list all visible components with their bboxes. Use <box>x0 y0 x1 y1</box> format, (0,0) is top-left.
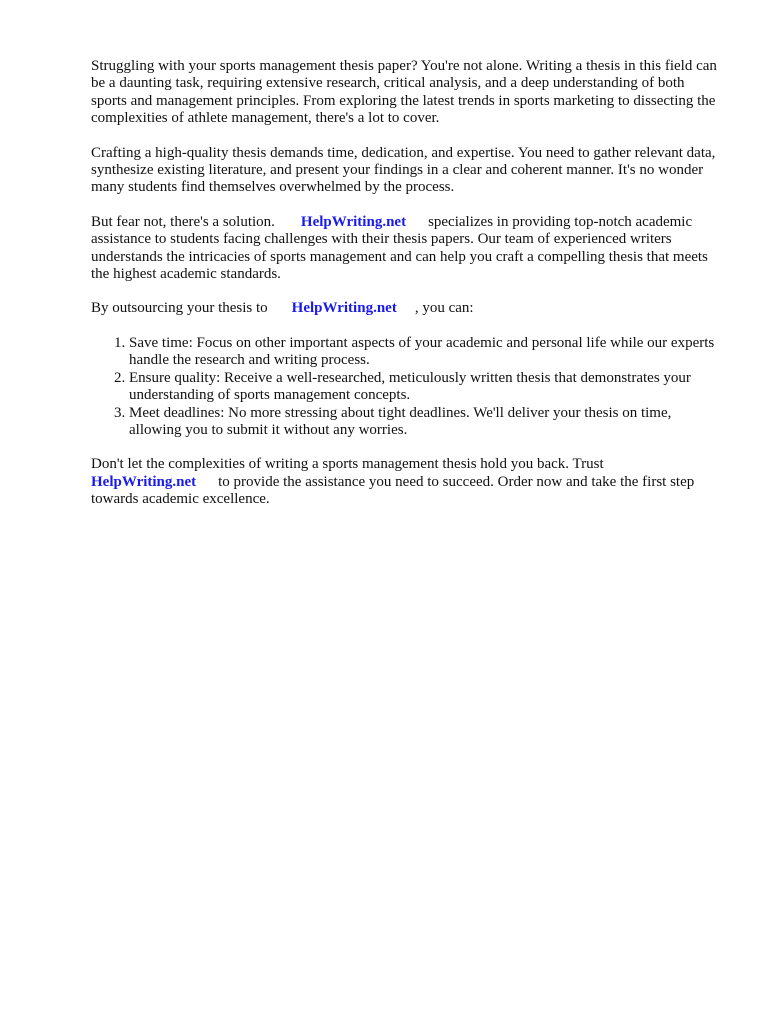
helpwriting-link-1[interactable]: HelpWriting.net <box>300 213 407 230</box>
intro-paragraph: Struggling with your sports management thesis paper? You're not alone. Writing a thesis in this field can be a daunting task, requiring extensive research, critical analysis, and a deep understanding of both sports and management principles. From exploring the latest trends in sports marketing to dissecting the complexities of athlete management, there's a lot to cover. <box>91 58 717 127</box>
solution-paragraph <box>91 214 721 284</box>
solution-text-before: But fear not, there's a solution. <box>91 213 275 230</box>
outsourcing-text-before: By outsourcing your thesis to <box>91 300 268 317</box>
document-page <box>91 58 721 526</box>
outsourcing-paragraph <box>91 300 721 317</box>
list-item: 2. Ensure quality: Receive a well-researched, meticulously written thesis that demonstrates your understanding of sports management concepts. <box>129 370 721 405</box>
crafting-paragraph: Crafting a high-quality thesis demands time, dedication, and expertise. You need to gather relevant data, synthesize existing literature, and present your findings in a clear and coherent manner. It's no wonder many students find themselves overwhelmed by the process. <box>91 144 716 196</box>
closing-text-before: Don't let the complexities of writing a sports management thesis hold you back. Trust <box>91 456 604 473</box>
helpwriting-link-3[interactable]: HelpWriting.net <box>91 473 197 490</box>
helpwriting-link-2[interactable]: HelpWriting.net <box>291 300 397 317</box>
list-item: 3. Meet deadlines: No more stressing about tight deadlines. We'll deliver your thesis on time, allowing you to submit it without any worries. <box>129 405 721 440</box>
list-item: 1. Save time: Focus on other important aspects of your academic and personal life while our experts handle the research and writing process. <box>129 335 721 370</box>
benefits-list <box>91 335 721 439</box>
outsourcing-text-after: , you can: <box>414 300 474 317</box>
closing-paragraph <box>91 456 721 508</box>
solution-text-after: specializes in providing top-notch academic assistance to students facing challenges with their thesis papers. Our team of experienced writers understands the intricacies of sports management and can help you craft a compelling thesis that meets the highest academic standards. <box>91 213 708 283</box>
closing-text-after: to provide the assistance you need to succeed. Order now and take the first step towards academic excellence. <box>91 473 695 508</box>
